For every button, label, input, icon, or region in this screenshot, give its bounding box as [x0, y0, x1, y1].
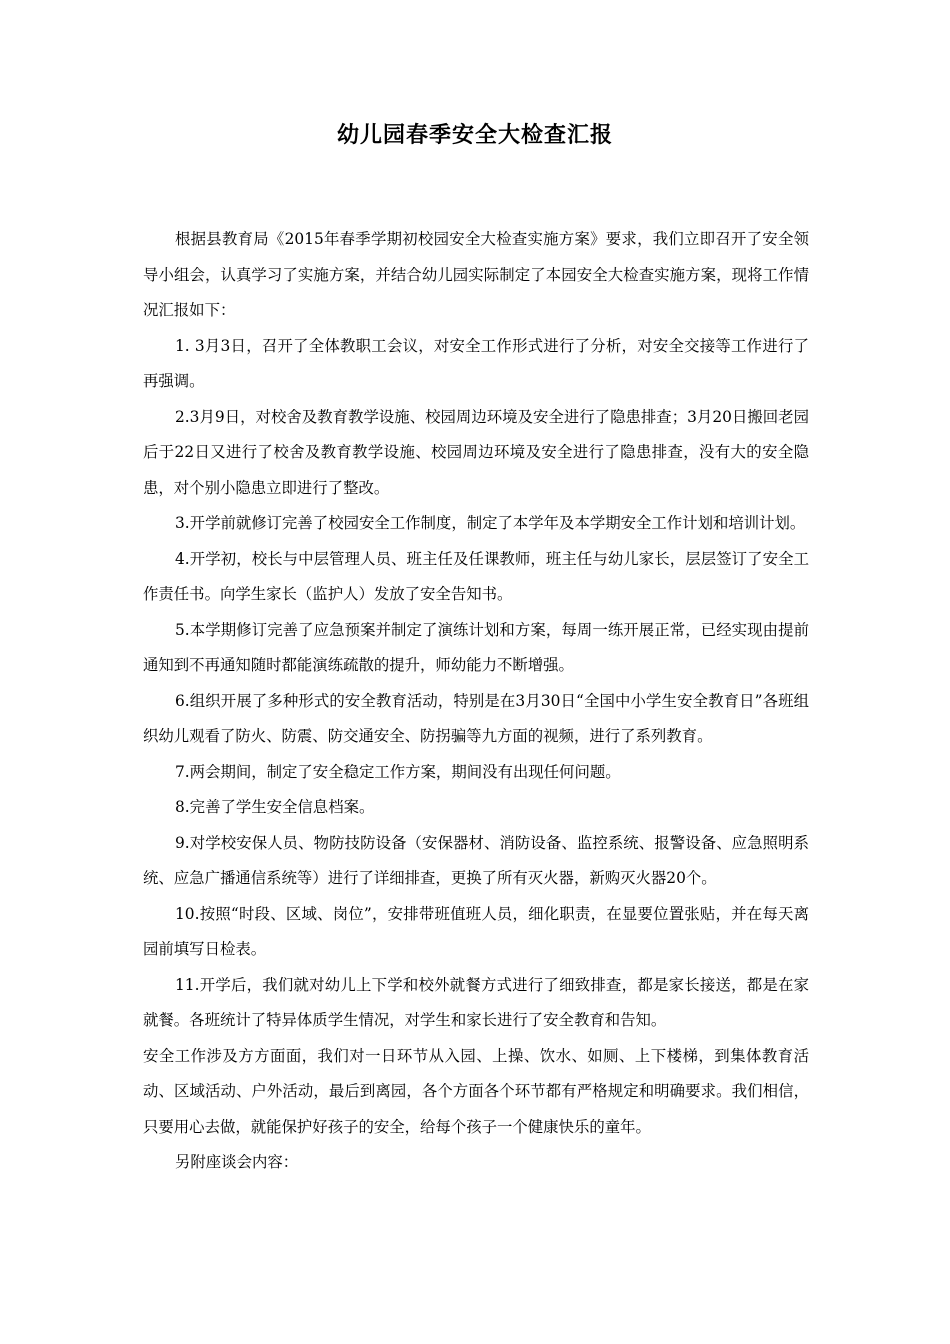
paragraph-item-5: 5.本学期修订完善了应急预案并制定了演练计划和方案，每周一练开展正常，已经实现由提前通知到不再通知随时都能演练疏散的提升，师幼能力不断增强。: [143, 620, 809, 674]
paragraph-item-4: 4.开学初，校长与中层管理人员、班主任及任课教师，班主任与幼儿家长，层层签订了安全工作责任书。向学生家长（监护人）发放了安全告知书。: [143, 549, 809, 603]
paragraph-item-6: 6.组织开展了多种形式的安全教育活动，特别是在3月30日“全国中小学生安全教育日”各班组织幼儿观看了防火、防震、防交通安全、防拐骗等九方面的视频，进行了系列教育。: [143, 691, 809, 745]
paragraph-item-7: 7.两会期间，制定了安全稳定工作方案，期间没有出现任何问题。: [175, 762, 621, 781]
document-body: [143, 222, 809, 1181]
paragraph-item-11: 11.开学后，我们就对幼儿上下学和校外就餐方式进行了细致排查，都是家长接送，都是在家就餐。各班统计了特异体质学生情况，对学生和家长进行了安全教育和告知。: [143, 975, 809, 1029]
paragraph-intro: 根据县教育局《2015年春季学期初校园安全大检查实施方案》要求，我们立即召开了安全领导小组会，认真学习了实施方案，并结合幼儿园实际制定了本园安全大检查实施方案，现将工作情况汇报如下：: [143, 230, 809, 319]
paragraph-closing: 安全工作涉及方方面面，我们对一日环节从入园、上操、饮水、如厕、上下楼梯，到集体教育活动、区域活动、户外活动，最后到离园，各个方面各个环节都有严格规定和明确要求。我们相信，只要用心去做，就能保护好孩子的安全，给每个孩子一个健康快乐的童年。: [143, 1046, 809, 1136]
paragraph-item-1: 1. 3月3日，召开了全体教职工会议，对安全工作形式进行了分析，对安全交接等工作进行了再强调。: [143, 336, 809, 390]
paragraph-item-10: 10.按照“时段、区域、岗位”，安排带班值班人员，细化职责，在显要位置张贴，并在每天离园前填写日检表。: [143, 904, 809, 958]
paragraph-item-2: 2.3月9日，对校舍及教育教学设施、校园周边环境及安全进行了隐患排查；3月20日搬回老园后于22日又进行了校舍及教育教学设施、校园周边环境及安全进行了隐患排查，没有大的安全隐患，对个别小隐患立即进行了整改。: [143, 407, 809, 497]
paragraph-item-3: 3.开学前就修订完善了校园安全工作制度，制定了本学年及本学期安全工作计划和培训计划。: [175, 514, 806, 532]
paragraph-item-9: 9.对学校安保人员、物防技防设备（安保器材、消防设备、监控系统、报警设备、应急照明系统、应急广播通信系统等）进行了详细排查，更换了所有灭火器，新购灭火器20个。: [143, 833, 809, 887]
paragraph-appendix-note: 另附座谈会内容：: [175, 1153, 299, 1171]
paragraph-item-8: 8.完善了学生安全信息档案。: [175, 798, 375, 816]
document-title: 幼儿园春季安全大检查汇报: [336, 122, 613, 148]
